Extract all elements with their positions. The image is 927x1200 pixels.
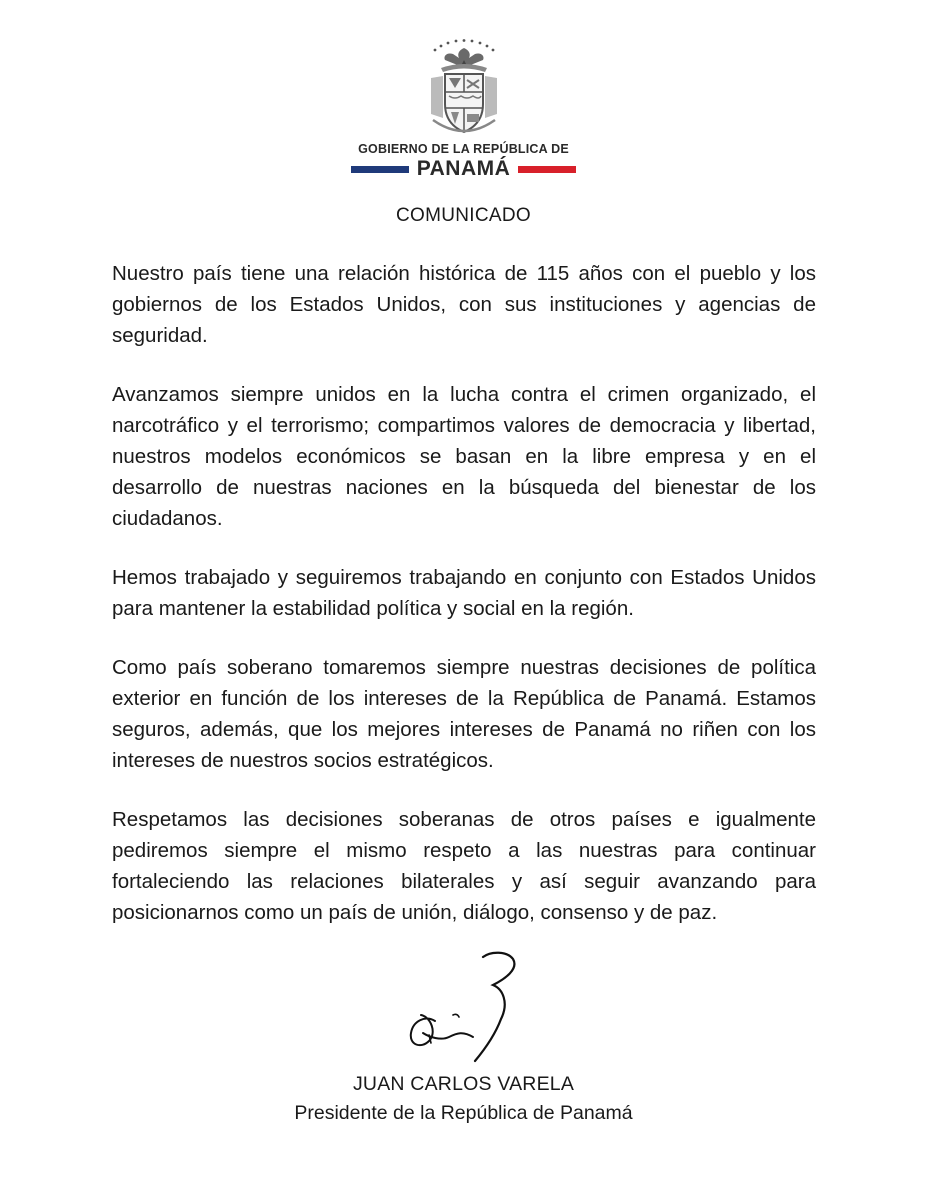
paragraph-1: Nuestro país tiene una relación histórica de 115 años con el pueblo y los gobiernos de los Estados Unidos, con sus instituciones y agencias de seguridad.	[112, 262, 816, 347]
paragraph-3: Hemos trabajado y seguiremos trabajando en conjunto con Estados Unidos para mantener la estabilidad política y social en la región.	[112, 566, 816, 620]
government-header	[0, 38, 927, 181]
communique-body	[112, 258, 816, 956]
paragraph-4: Como país soberano tomaremos siempre nuestras decisiones de política exterior en función de los intereses de la República de Panamá. Estamos seguros, además, que los mejores intereses de Panamá no riñen con los intereses de nuestros socios estratégicos.	[112, 656, 816, 772]
paragraph-5: Respetamos las decisiones soberanas de otros países e igualmente pediremos siempre el mismo respeto a las nuestras para continuar fortaleciendo las relaciones bilaterales y así seguir avanzando para posicionarnos como un país de unión, diálogo, consenso y de paz.	[112, 808, 816, 924]
government-name-line2: PANAMÁ	[416, 157, 511, 180]
flag-blue-bar	[351, 166, 409, 173]
signer-block	[0, 1073, 927, 1125]
government-name-line1: GOBIERNO DE LA REPÚBLICA DE	[358, 142, 569, 156]
government-name-line2-row	[0, 157, 927, 181]
paragraph-2: Avanzamos siempre unidos en la lucha contra el crimen organizado, el narcotráfico y el terrorismo; compartimos valores de democracia y libertad, nuestros modelos económicos se basan en la libre empresa y en el desarrollo de nuestras naciones en la búsqueda del bienestar de los ciudadanos.	[112, 383, 816, 530]
document-title: COMUNICADO	[396, 205, 531, 226]
signer-name: JUAN CARLOS VARELA	[352, 1073, 575, 1095]
handwritten-signature-icon	[395, 945, 535, 1065]
panama-coat-of-arms-icon	[423, 38, 505, 138]
flag-red-bar	[518, 166, 576, 173]
signer-role: Presidente de la República de Panamá	[294, 1102, 633, 1124]
